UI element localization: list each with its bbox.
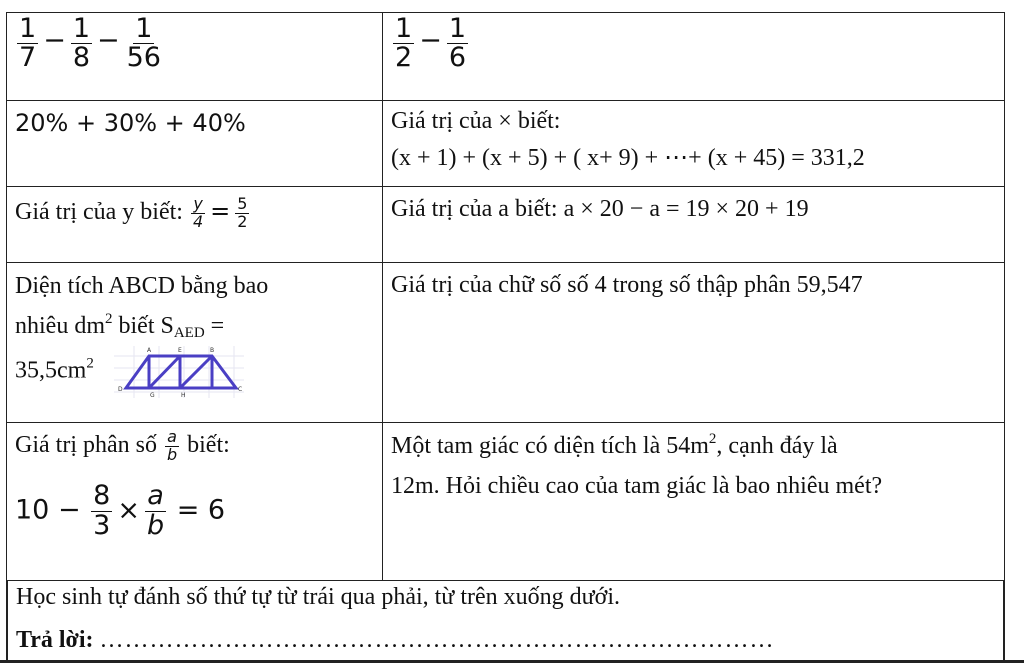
vertex-label-g: G xyxy=(149,392,155,399)
problem-cell xyxy=(383,263,1005,423)
fraction: $\frac{1}{8}$ xyxy=(72,13,90,74)
table-row xyxy=(7,423,1005,581)
problem-text: $35,5cm^2$ A E B D G H C xyxy=(15,347,243,399)
equals-sign: = xyxy=(210,197,231,225)
problem-text: Giá trị của a biết: a × 20 − a = 19 × 20 + 19 xyxy=(391,196,809,222)
problem-text: 12m. Hỏi chiều cao của tam giác là bao nhiêu mét? xyxy=(391,472,883,499)
trapezoid-figure xyxy=(114,346,244,398)
fraction: $\frac{1}{7}$ xyxy=(19,13,37,74)
problem-cell xyxy=(383,13,1005,101)
table-row xyxy=(7,13,1005,101)
instruction-text: Học sinh tự đánh số thứ tự từ trái qua phải, từ trên xuống dưới. xyxy=(16,584,620,610)
table-row xyxy=(7,101,1005,187)
problem-cell xyxy=(383,101,1005,187)
frame-border xyxy=(0,660,1024,663)
table-row xyxy=(7,187,1005,263)
minus-sign: − xyxy=(419,25,442,57)
fraction: $\frac{1}{56}$ xyxy=(126,13,161,74)
problem-cell xyxy=(7,101,383,187)
answer-blank[interactable]: ……………………………………………………………………… xyxy=(99,627,775,653)
problem-cell xyxy=(7,423,383,581)
fraction: $\frac{a}{b}$ xyxy=(146,480,165,541)
problem-cell xyxy=(7,13,383,101)
frame-border xyxy=(6,580,8,662)
fraction: $\frac{a}{b}$ xyxy=(166,427,178,464)
fraction: $\frac{y}{4}$ xyxy=(192,194,204,231)
problem-text: Giá trị của chữ số số 4 trong số thập phân 59,547 xyxy=(391,272,863,298)
vertex-label-b: B xyxy=(209,347,214,355)
minus-sign: − xyxy=(43,25,66,57)
minus-sign: − xyxy=(97,25,120,57)
problem-text: Một tam giác có diện tích là $54m^2$, cạnh đáy là xyxy=(391,431,838,459)
problem-equation: 10 − $\frac{8}{3}$ × $\frac{a}{b}$ = 6 xyxy=(15,480,226,541)
vertex-label-a: A xyxy=(146,347,151,355)
problem-text: 20% + 30% + 40% xyxy=(15,109,246,137)
vertex-label-h: H xyxy=(180,392,186,399)
fraction: $\frac{8}{3}$ xyxy=(93,480,111,541)
problem-cell xyxy=(7,263,383,423)
table-row xyxy=(7,263,1005,423)
problem-cell xyxy=(7,187,383,263)
vertex-label-d: D xyxy=(117,386,123,394)
problem-cell xyxy=(383,423,1005,581)
vertex-label-c: C xyxy=(237,386,243,394)
problem-cell xyxy=(383,187,1005,263)
problem-text: Diện tích ABCD bằng bao xyxy=(15,273,269,299)
problem-text: Giá trị phân số $\frac{a}{b}$ biết: xyxy=(15,427,230,464)
problem-text: Giá trị của y biết: xyxy=(15,199,183,225)
fraction: $\frac{1}{6}$ xyxy=(448,13,466,74)
frame-border xyxy=(1003,580,1005,662)
answer-label: Trả lời: xyxy=(16,627,94,653)
problem-table xyxy=(6,12,1005,581)
answer-line xyxy=(16,627,775,654)
vertex-label-e: E xyxy=(177,347,182,355)
problem-text: nhiêu $dm^2$ biết $S_{AED}$ = xyxy=(15,310,225,341)
problem-equation: (x + 1) + (x + 5) + ( x+ 9) + ⋯+ (x + 45) = 331,2 xyxy=(391,145,865,172)
problem-text: Giá trị của × biết: xyxy=(391,108,561,134)
fraction: $\frac{5}{2}$ xyxy=(237,194,248,231)
fraction: $\frac{1}{2}$ xyxy=(395,13,413,74)
